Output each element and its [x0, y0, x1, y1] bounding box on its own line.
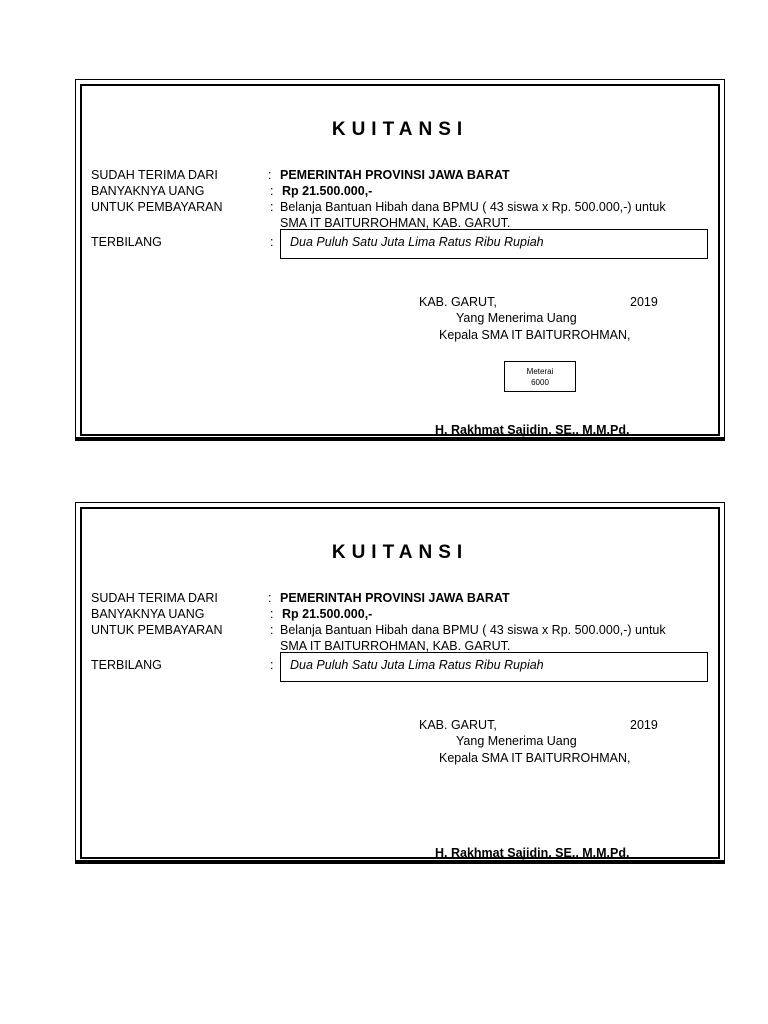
- spelled-amount-box: Dua Puluh Satu Juta Lima Ratus Ribu Rupiah: [280, 652, 708, 682]
- amount-label: BANYAKNYA UANG: [91, 184, 205, 198]
- amount-label: BANYAKNYA UANG: [91, 607, 205, 621]
- receipt-inner-frame: [80, 84, 720, 436]
- colon: :: [270, 658, 274, 672]
- year: 2019: [630, 295, 658, 309]
- purpose-line-1: Belanja Bantuan Hibah dana BPMU ( 43 siswa x Rp. 500.000,-) untuk: [280, 623, 666, 637]
- received-from-value: PEMERINTAH PROVINSI JAWA BARAT: [280, 168, 510, 182]
- colon: :: [270, 200, 274, 214]
- place: KAB. GARUT,: [419, 295, 497, 309]
- spelled-amount-label: TERBILANG: [91, 658, 162, 672]
- colon: :: [270, 623, 274, 637]
- purpose-line-2: SMA IT BAITURROHMAN, KAB. GARUT.: [280, 639, 511, 653]
- colon: :: [268, 591, 272, 605]
- colon: :: [268, 168, 272, 182]
- purpose-line-1: Belanja Bantuan Hibah dana BPMU ( 43 siswa x Rp. 500.000,-) untuk: [280, 200, 666, 214]
- spelled-amount-box: Dua Puluh Satu Juta Lima Ratus Ribu Rupiah: [280, 229, 708, 259]
- amount-value: Rp 21.500.000,-: [282, 607, 373, 621]
- receipt-title: KUITANSI: [331, 119, 469, 140]
- received-from-label: SUDAH TERIMA DARI: [91, 168, 218, 182]
- purpose-label: UNTUK PEMBAYARAN: [91, 200, 223, 214]
- receiver-position: Kepala SMA IT BAITURROHMAN,: [439, 751, 631, 765]
- signer-name: H. Rakhmat Sajidin, SE., M.M.Pd.: [435, 846, 630, 860]
- amount-value: Rp 21.500.000,-: [282, 184, 373, 198]
- receiver-position: Kepala SMA IT BAITURROHMAN,: [439, 328, 631, 342]
- receiver-label: Yang Menerima Uang: [456, 311, 577, 325]
- receiver-label: Yang Menerima Uang: [456, 734, 577, 748]
- purpose-line-2: SMA IT BAITURROHMAN, KAB. GARUT.: [280, 216, 511, 230]
- stamp-box: [504, 361, 576, 392]
- received-from-label: SUDAH TERIMA DARI: [91, 591, 218, 605]
- receipt-title: KUITANSI: [331, 542, 469, 563]
- colon: :: [270, 184, 274, 198]
- year: 2019: [630, 718, 658, 732]
- colon: :: [270, 235, 274, 249]
- signer-name: H. Rakhmat Sajidin, SE., M.M.Pd.: [435, 423, 630, 437]
- stamp-line-1: Meterai: [526, 367, 554, 376]
- spelled-amount-label: TERBILANG: [91, 235, 162, 249]
- place: KAB. GARUT,: [419, 718, 497, 732]
- stamp-line-2: 6000: [531, 378, 549, 387]
- colon: :: [270, 607, 274, 621]
- purpose-label: UNTUK PEMBAYARAN: [91, 623, 223, 637]
- receipt-1: [75, 79, 725, 441]
- receipt-2: [75, 502, 725, 864]
- received-from-value: PEMERINTAH PROVINSI JAWA BARAT: [280, 591, 510, 605]
- receipt-inner-frame: [80, 507, 720, 859]
